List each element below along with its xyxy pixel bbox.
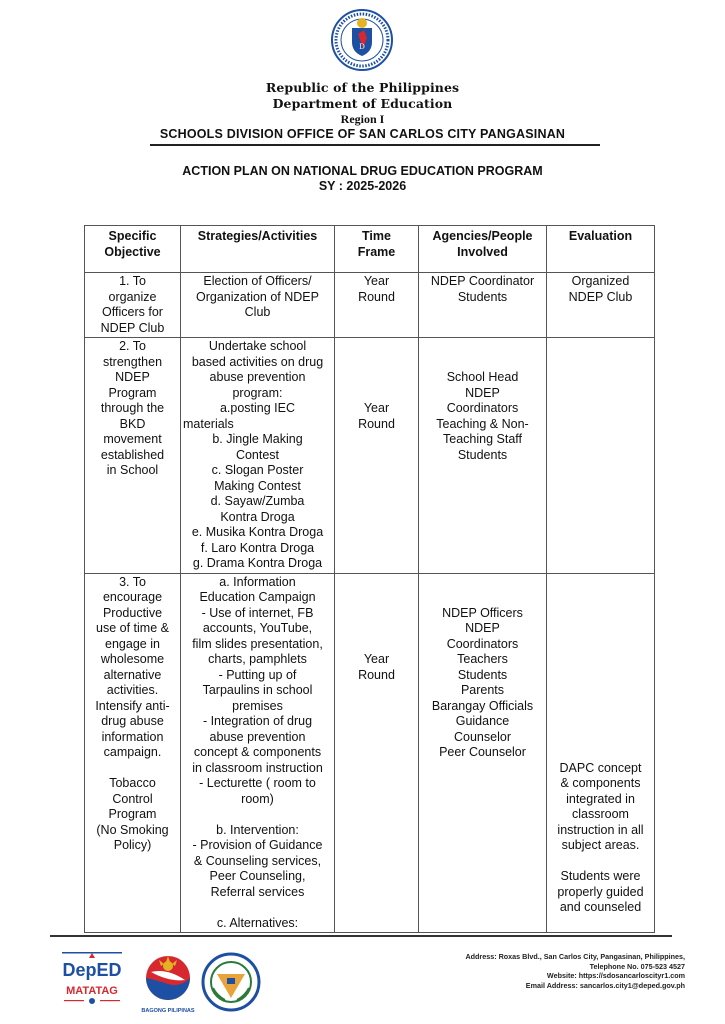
cell-line: Students [457, 667, 508, 682]
cell-line: through the [100, 401, 165, 415]
cell-line: - Provision of Guidance [192, 838, 323, 852]
cell-line: Organization of NDEP [196, 289, 319, 304]
cell-line: Year [363, 274, 390, 288]
cell-line: NDEP [465, 385, 500, 400]
header-text: Objective [104, 244, 161, 259]
cell-line: integrated in [566, 791, 635, 806]
cell-line: activities. [106, 683, 159, 697]
cell-line: Parents [460, 683, 505, 697]
cell-line: Kontra Droga [220, 509, 295, 524]
cell-line: established [100, 447, 165, 462]
svg-text:BAGONG PILIPINAS: BAGONG PILIPINAS [141, 1008, 195, 1014]
cell-line: Control [112, 791, 153, 806]
cell-line: Productive [102, 605, 163, 620]
header-divider [150, 144, 600, 146]
cell-line: wholesome [100, 652, 165, 666]
cell-evaluation [547, 338, 655, 574]
cell-line: Referral services [210, 884, 305, 899]
header-text: Agencies/People [432, 229, 533, 243]
cell-line: properly guided [557, 884, 644, 899]
header-objective [85, 226, 181, 273]
svg-text:MATATAG: MATATAG [66, 985, 118, 997]
cell-line: 1. To [119, 274, 146, 288]
header-text: Time [362, 229, 391, 243]
cell-line: abuse prevention [209, 370, 306, 384]
cell-line: in School [106, 463, 159, 477]
cell-line: Round [358, 416, 395, 431]
telephone-text: Telephone No. 075-523 4527 [589, 961, 685, 971]
cell-line: movement [103, 432, 162, 446]
cell-line [549, 854, 652, 870]
cell-line: organize [108, 289, 157, 304]
cell-agencies [419, 338, 547, 574]
footer-divider [50, 935, 672, 937]
cell-line: NDEP Club [568, 289, 633, 304]
cell-line: engage in [105, 636, 160, 651]
cell-line: program: [232, 385, 283, 400]
cell-line: instruction in all [557, 822, 644, 837]
cell-line: Contest [235, 447, 280, 462]
header-text: Involved [457, 244, 508, 259]
cell-line: (No Smoking [96, 822, 169, 837]
contact-info [465, 952, 685, 990]
cell-line: Students were [560, 869, 641, 883]
cell-line: c. Alternatives: [216, 915, 299, 930]
header-text: Evaluation [568, 229, 633, 243]
header-evaluation [547, 226, 655, 273]
cell-line: Students [457, 447, 508, 462]
cell-line: b. Intervention: [216, 822, 299, 837]
cell-time-frame [335, 573, 419, 933]
cell-line: Year [363, 401, 390, 415]
cell-time-frame [335, 273, 419, 338]
cell-line: School Head [446, 370, 519, 384]
cell-line: b. Jingle Making [212, 432, 303, 446]
cell-line: Counselor [454, 729, 511, 744]
cell-line: in classroom instruction [192, 760, 323, 775]
cell-line: information [101, 729, 164, 744]
cell-line: d. Sayaw/Zumba [210, 494, 305, 508]
cell-line: charts, pamphlets [208, 652, 307, 666]
cell-line: and counseled [559, 900, 642, 914]
sdo-seal-icon [201, 952, 261, 1012]
cell-evaluation [547, 573, 655, 933]
cell-line: DAPC concept [559, 760, 642, 775]
header-text: Specific [108, 229, 157, 243]
cell-line: & Counseling services, [193, 853, 322, 868]
cell-line: Year [363, 652, 390, 666]
cell-line: - Integration of drug [202, 714, 313, 728]
cell-line: campaign. [103, 745, 162, 759]
cell-line: 3. To [119, 574, 146, 589]
cell-line: Round [358, 289, 395, 304]
cell-objective [85, 338, 181, 574]
address-text: Address: Roxas Blvd., San Carlos City, Pangasinan, Philippines, [465, 952, 685, 961]
header-agencies [419, 226, 547, 273]
cell-line: a. Information [219, 574, 296, 589]
cell-line: NDEP [465, 621, 500, 635]
cell-line: Barangay Officials [431, 698, 534, 713]
cell-line: strengthen [102, 354, 163, 369]
cell-line: premises [232, 698, 283, 713]
cell-line: BKD [119, 416, 146, 431]
table-row [85, 273, 655, 338]
email-link[interactable]: Email Address: sancarlos.city1@deped.gov.ph [525, 980, 685, 990]
svg-text:D: D [359, 43, 365, 51]
office-label: SCHOOLS DIVISION OFFICE OF SAN CARLOS CITY PANGASINAN [159, 127, 566, 141]
cell-line: - Use of internet, FB [201, 605, 314, 620]
cell-line: NDEP Coordinator [430, 274, 535, 288]
document-title: ACTION PLAN ON NATIONAL DRUG EDUCATION PROGRAM [182, 164, 543, 178]
cell-strategies [181, 338, 335, 574]
cell-line: Teaching & Non- [436, 416, 529, 431]
deped-matatag-logo-icon [62, 950, 132, 1010]
cell-line: Election of Officers/ [203, 274, 312, 288]
cell-line: abuse prevention [209, 729, 306, 744]
cell-line: room) [241, 791, 274, 806]
cell-line: Policy) [113, 838, 152, 852]
cell-line: Tobacco [109, 776, 156, 790]
cell-line: Program [108, 385, 157, 400]
cell-line: concept & components [193, 745, 322, 759]
action-plan-table [84, 225, 655, 933]
cell-objective [85, 273, 181, 338]
cell-line: Making Contest [214, 478, 301, 493]
cell-line: NDEP Officers [442, 605, 523, 620]
table-row [85, 573, 655, 933]
cell-line: Intensify anti- [95, 698, 170, 713]
cell-agencies [419, 273, 547, 338]
cell-line: use of time & [96, 621, 169, 635]
cell-line: 2. To [119, 339, 146, 353]
cell-line: accounts, YouTube, [202, 621, 313, 635]
republic-label: Republic of the Philippines [265, 80, 460, 95]
cell-line: Teaching Staff [443, 432, 522, 446]
cell-evaluation [547, 273, 655, 338]
cell-line: Education Campaign [199, 590, 316, 604]
cell-line: & components [560, 776, 641, 790]
cell-agencies [419, 573, 547, 933]
cell-line [183, 807, 332, 823]
cell-line: alternative [103, 667, 162, 682]
cell-line: g. Drama Kontra Droga [192, 556, 323, 570]
cell-line: Guidance [455, 714, 510, 728]
cell-line: - Putting up of [218, 667, 297, 682]
cell-line: Coordinators [446, 636, 519, 651]
cell-line: a.posting IEC [219, 401, 296, 415]
school-year: SY : 2025-2026 [318, 179, 407, 193]
cell-time-frame [335, 338, 419, 574]
cell-line: e. Musika Kontra Droga [191, 525, 324, 539]
cell-strategies [181, 273, 335, 338]
cell-line: subject areas. [561, 838, 640, 852]
cell-line [183, 900, 332, 916]
header-strategies [181, 226, 335, 273]
cell-objective [85, 573, 181, 933]
cell-line: Teachers [457, 652, 508, 666]
header-time-frame [335, 226, 419, 273]
cell-line: - Lecturette ( room to [199, 776, 316, 790]
cell-line: Peer Counselor [439, 745, 526, 759]
cell-line: Tarpaulins in school [202, 683, 313, 697]
table-header-row [85, 226, 655, 273]
cell-line: f. Laro Kontra Droga [200, 540, 315, 555]
cell-strategies [181, 573, 335, 933]
cell-line: NDEP [115, 370, 150, 384]
cell-line: Club [244, 305, 271, 319]
website-link[interactable]: Website: https://sdosancarloscityr1.com [546, 971, 685, 980]
cell-line: film slides presentation, [192, 636, 323, 651]
cell-line: based activities on drug [191, 354, 324, 369]
cell-line: encourage [102, 590, 163, 604]
cell-line: drug abuse [101, 714, 164, 728]
cell-line: classroom [572, 807, 629, 821]
cell-line: materials [183, 416, 234, 431]
cell-line: Round [358, 667, 395, 682]
cell-line [87, 761, 178, 777]
cell-line: c. Slogan Poster [211, 463, 304, 477]
cell-line: Peer Counseling, [209, 869, 306, 883]
cell-line: Undertake school [208, 339, 307, 353]
cell-line: Coordinators [446, 401, 519, 415]
svg-text:DepED: DepED [62, 960, 122, 980]
header-text: Frame [357, 244, 396, 259]
cell-line: Organized [571, 274, 630, 288]
cell-line: NDEP Club [100, 320, 165, 335]
header-text: Strategies/Activities [197, 229, 318, 243]
cell-line: Students [457, 289, 508, 304]
table-row [85, 338, 655, 574]
region-label: Region I [340, 112, 385, 126]
bagong-pilipinas-logo-icon [137, 950, 199, 1018]
department-label: Department of Education [272, 96, 453, 111]
cell-line: Program [108, 807, 157, 821]
deped-seal-icon [326, 8, 398, 72]
cell-line: Officers for [102, 305, 163, 319]
